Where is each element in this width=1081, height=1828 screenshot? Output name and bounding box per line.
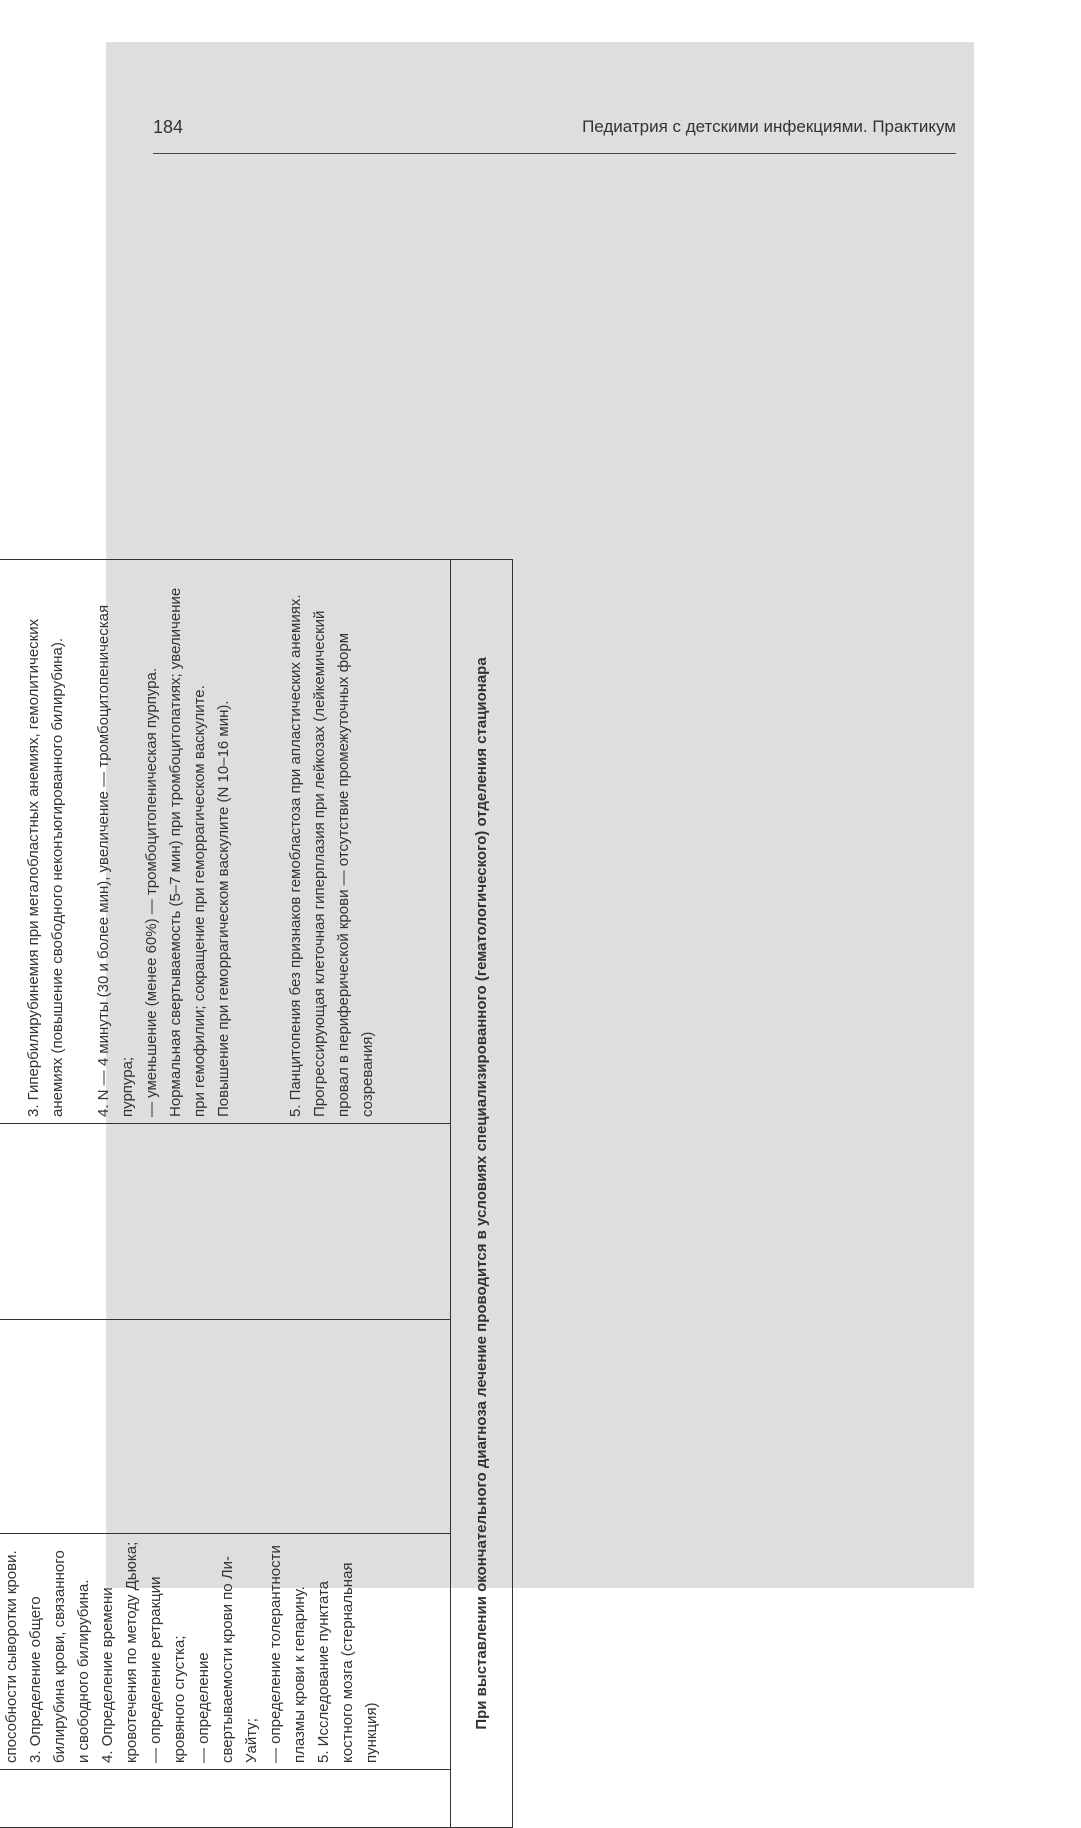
diagnostics-table [0, 559, 513, 1828]
col5-cell [0, 560, 451, 1124]
col5-line: 5. Панцитопения без признаков гемобластоза при апластических анемиях. [287, 594, 304, 1117]
col2-line: — определение ретракции кровяного сгустка; [147, 1576, 188, 1763]
col3-cell [0, 1320, 451, 1534]
col5-line: Повышение при геморрагическом васкулите (N 10–16 мин). [215, 700, 232, 1117]
col4-cell [0, 1124, 451, 1320]
col2-line: 3. Определение общего билирубина крови, связанного и свободного билирубина. [27, 1550, 92, 1763]
page-number: 184 [153, 117, 184, 137]
book-page [3, 42, 974, 1763]
col5-line: — уменьшение (менее 60%) — тромбоцитопеническая пурпура. [143, 668, 160, 1117]
table-footer-note: При выставлении окончательного диагноза лечение проводится в условиях специализированного (гематологического) отделения стационара [451, 560, 513, 1828]
col5-line: 3. Гипербилирубинемия при мегалобластных анемиях, гемолитических анемиях (повышение свободного неконъюгированного билирубина). [25, 618, 66, 1117]
col2-cell [0, 1534, 451, 1770]
header-rule [153, 153, 956, 154]
col2-line: — определение толерантности плазмы крови к гепарину. [267, 1545, 308, 1763]
col1-cell [0, 1770, 451, 1828]
col2-line: 5. Исследование пунктата костного мозга (стернальная пункция) [315, 1562, 380, 1763]
running-title: Педиатрия с детскими инфекциями. Практикум [582, 117, 956, 136]
footer-row [451, 560, 513, 1828]
table-row [0, 560, 451, 1828]
col2-line: 4. Определение времени кровотечения по методу Дьюка; [99, 1541, 140, 1763]
col2-line: способности сыворотки крови. [3, 1550, 20, 1763]
col5-line: Прогрессирующая клеточная гиперплазия при лейкозах (лейкемический провал в периферической крови — отсутствие промежуточных форм созревания) [311, 610, 376, 1117]
col5-line: 4. N — 4 минуты (30 и более мин), увеличение — тромбоцитопеническая пурпура; [95, 604, 136, 1117]
rotated-table-block [0, 558, 515, 1828]
col5-line: Нормальная свертываемость (5–7 мин) при тромбоцитопатиях; увеличение при гемофилии; сокращение при геморрагическом васкулите. [167, 587, 208, 1117]
col2-line: — определение свертываемости крови по Ли-Уайту; [195, 1556, 260, 1763]
